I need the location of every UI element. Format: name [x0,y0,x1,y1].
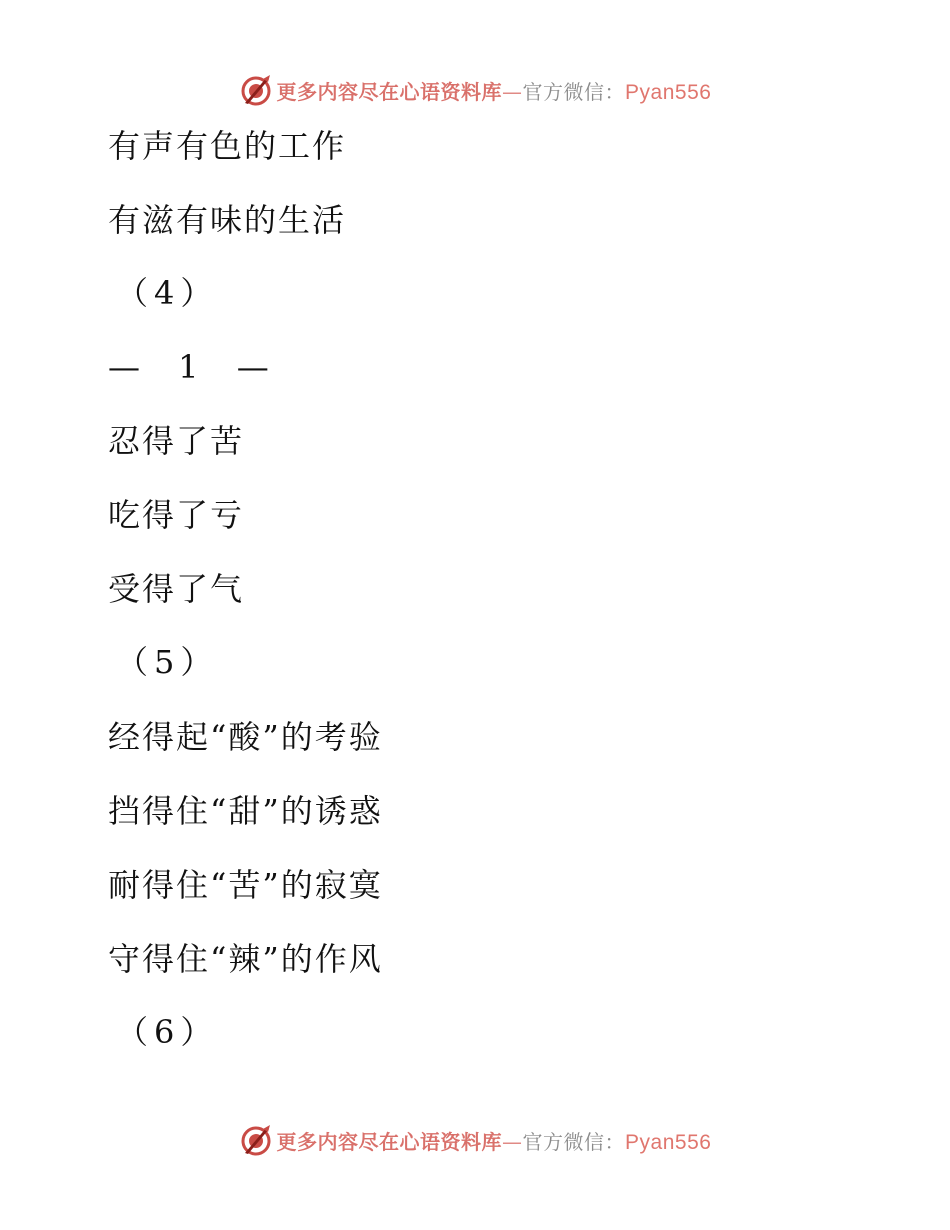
footer-dash: — [502,1129,523,1154]
section-number: （4） [116,274,219,312]
header-wechat-id: Pyan556 [625,80,712,104]
footer-official-label: 官方微信： [522,1129,626,1154]
body-line: 守得住“辣”的作风 [108,940,383,978]
section-number: （6） [116,1013,219,1051]
footer-watermark [0,1120,950,1160]
header-official-label: 官方微信： [522,79,626,104]
page-number: — 1 — [108,348,283,386]
header-main-text: 更多内容尽在心语资料库 [276,79,503,104]
section-number: （5） [116,643,219,681]
quill-pen-seal-icon [239,73,273,107]
body-line: 吃得了亏 [108,496,245,534]
body-line: 经得起“酸”的考验 [108,718,383,756]
body-line: 有声有色的工作 [108,127,347,165]
footer-wechat-id: Pyan556 [625,1130,712,1154]
body-line: 忍得了苦 [108,422,245,460]
header-watermark [0,70,950,110]
footer-main-text: 更多内容尽在心语资料库 [276,1129,503,1154]
header-dash: — [502,79,523,104]
body-line: 有滋有味的生活 [108,201,347,239]
quill-pen-seal-icon [239,1123,273,1157]
body-line: 挡得住“甜”的诱惑 [108,792,383,830]
body-line: 受得了气 [108,570,245,608]
body-line: 耐得住“苦”的寂寞 [108,866,383,904]
